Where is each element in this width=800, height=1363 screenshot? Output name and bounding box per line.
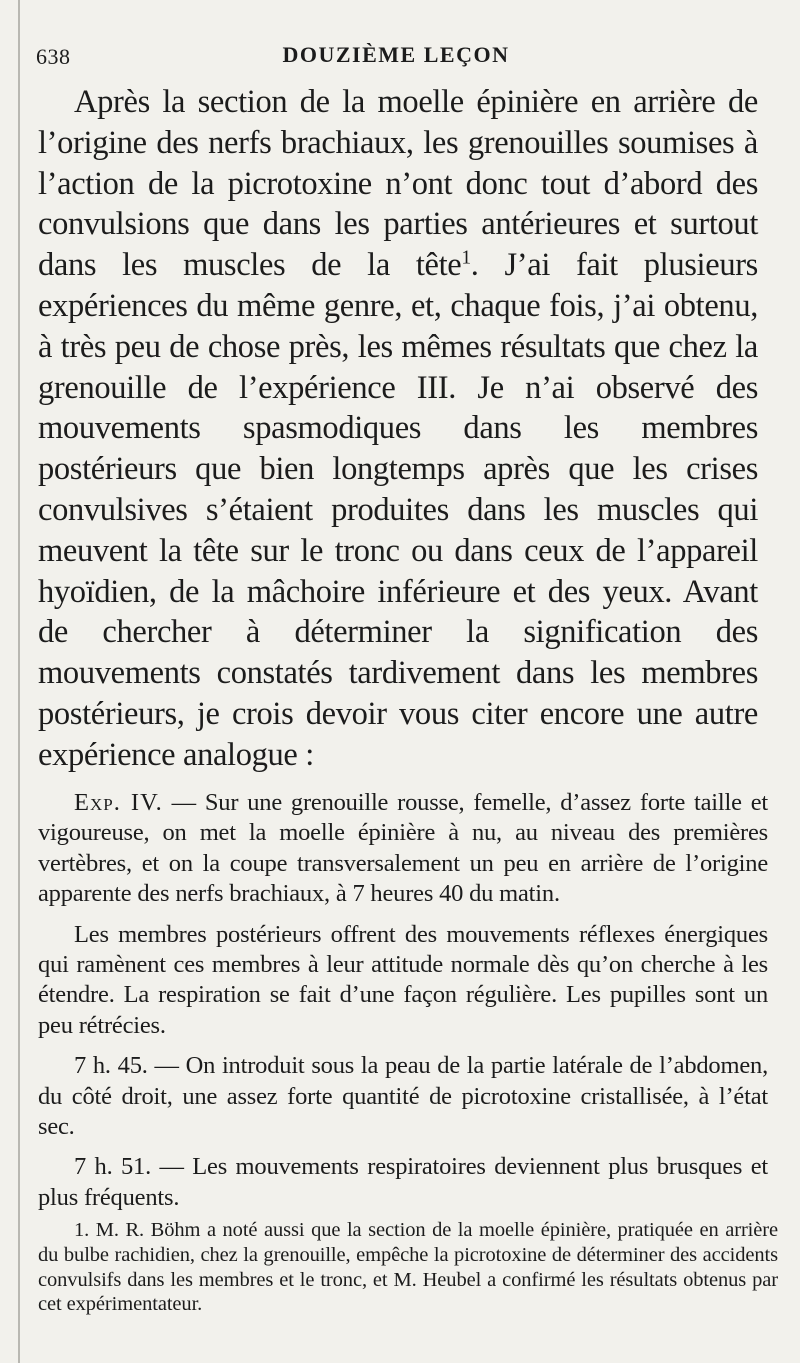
chapter-title: DOUZIÈME LEÇON [282,42,510,67]
experiment-section [38,788,768,1223]
main-paragraph-text-before: Après la section de la moelle épinière en arrière de l’origine des nerfs brachiaux, les grenouilles soumises à l’action de la picrotoxine n’ont donc tout d’abord des convulsions que dans les parties antérieures et surtout dans les muscles de la tête [38,84,758,284]
experiment-paragraph-745: 7 h. 45. — On introduit sous la peau de la partie latérale de l’abdomen, du côté droit, une assez forte quantité de picrotoxine cristallisée, à l’état sec. [38,1052,768,1141]
running-head [36,38,756,68]
page-edge-shadow [18,0,20,1363]
experiment-label: Exp. IV. [74,789,163,816]
footnote: 1. M. R. Böhm a noté aussi que la section de la moelle épinière, pratiquée en arrière du bulbe rachidien, chez la grenouille, empêche la picrotoxine de déterminer des accidents convulsifs dans les membres et le tronc, et M. Heubel a confirmé les résultats obtenus par cet expérimentateur. [38,1219,778,1316]
experiment-paragraph-reflexes: Les membres postérieurs offrent des mouvements réflexes énergiques qui ramènent ces membres à leur attitude normale dès qu’on cherche à les étendre. La respiration se fait d’une façon régulière. Les pupilles sont un peu rétrécies. [38,920,768,1039]
footnote-reference[interactable]: 1 [461,247,471,269]
main-paragraph [38,82,758,776]
experiment-paragraph-751: 7 h. 51. — Les mouvements respiratoires deviennent plus brusques et plus fréquents. [38,1153,768,1211]
experiment-intro-text: — Sur une grenouille rousse, femelle, d’assez forte taille et vigoureuse, on met la moelle épinière à nu, au niveau des premières vertèbres, et on la coupe transversalement un peu en arrière de l’origine apparente des nerfs brachiaux, à 7 heures 40 du matin. [38,789,768,908]
main-paragraph-text-after: . J’ai fait plusieurs expériences du même genre, et, chaque fois, j’ai obtenu, à très peu de chose près, les mêmes résultats que chez la grenouille de l’expérience III. Je n’ai observé des mouvements spasmodiques dans les membres postérieurs que bien longtemps après que les crises convulsives s’étaient produites dans les muscles qui meuvent la tête sur le tronc ou dans ceux de l’appareil hyoïdien, de la mâchoire inférieure et des yeux. Avant de chercher à déterminer la signification des mouvements constatés tardivement dans les membres postérieurs, je crois devoir vous citer encore une autre expérience analogue : [38,247,758,773]
experiment-intro [38,788,768,910]
page-number: 638 [36,44,71,69]
